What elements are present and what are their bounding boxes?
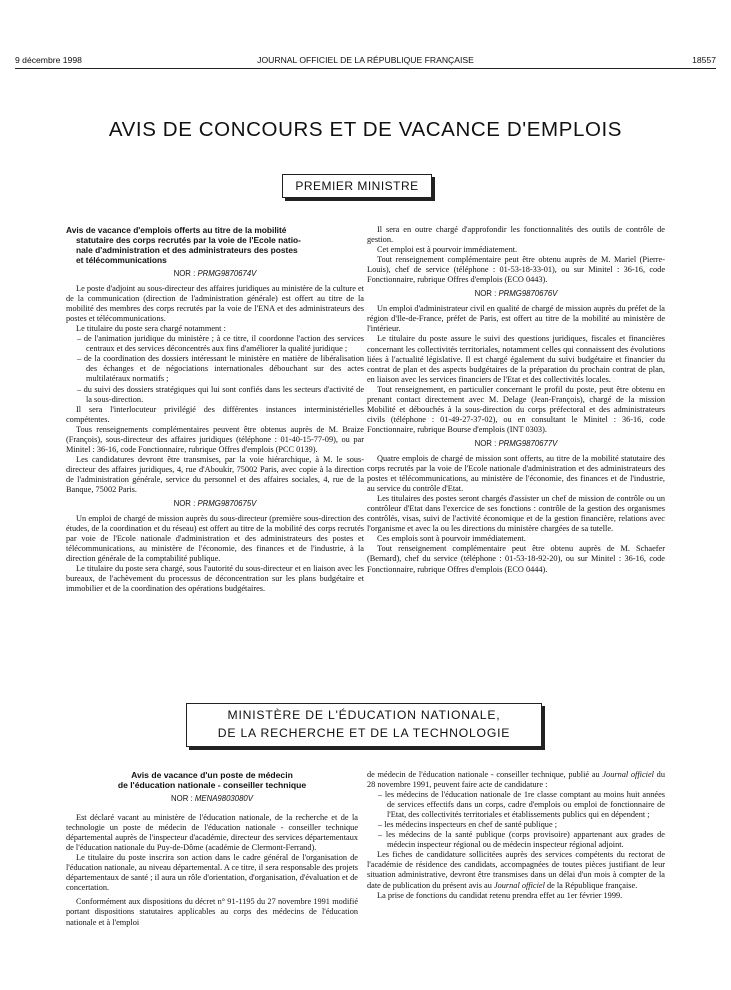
header-journal-title: JOURNAL OFFICIEL DE LA RÉPUBLIQUE FRANÇAISE — [257, 55, 474, 65]
paragraph: La prise de fonctions du candidat retenu prendra effet au 1er février 1999. — [377, 890, 623, 900]
paragraph — [367, 770, 665, 790]
paragraph: Tout renseignement complémentaire peut être obtenu auprès de M. Schaefer (Bernard), chef du service (téléphone : 01-53-18-92-20), ou sur Minitel : 36-16, code Fonctionnaire, rubrique Offres d'emplois (ECO 0444). — [367, 544, 665, 574]
text-run: du 28 novembre 1991, peuvent faire acte de candidature : — [367, 770, 665, 790]
nor-code: PRMG9870674V — [197, 269, 257, 278]
section-title-line: DE LA RECHERCHE ET DE LA TECHNOLOGIE — [217, 726, 511, 740]
paragraph: Tous renseignements complémentaires peuvent être obtenus auprès de M. Braize (François), sous-directeur des affaires juridiques (téléphone : 01-40-15-77-09), ou par Minitel : 36-16, code Fonctionnaire, rubrique Offres d'emplois (PCC 0139). — [66, 424, 364, 454]
paragraph: Ces emplois sont à pourvoir immédiatement. — [377, 534, 526, 544]
text-run: Les fiches de candidature sollicitées auprès des services compétents du rectorat de l'académie de résidence des candidats, accompagnées de toutes pièces justifiant de leur situation administrative, devront être transmises dans un délai d'un mois à compter de la date de publication du présent avis au — [367, 850, 665, 890]
paragraph: Cet emploi est à pourvoir immédiatement. — [377, 245, 518, 255]
page-title: AVIS DE CONCOURS ET DE VACANCE D'EMPLOIS — [108, 118, 623, 141]
list-item: – de l'animation juridique du ministère ; à ce titre, il coordonne l'action des services centraux et des services déconcentrés aux fins d'améliorer la qualité juridique ; — [77, 334, 364, 354]
paragraph: Un emploi de chargé de mission auprès du sous-directeur (première sous-direction des études, de la coordination et du réseau) est offert au titre de la mobilité des corps recrutés par voie de l'Ecole nationale d'administration et des administrateurs des postes et télécommunications, au ministère de l'économie, des finances et de l'industrie, à la direction générale de la comptabilité publique. — [66, 514, 364, 564]
journal-name: Journal officiel — [493, 880, 545, 890]
page-header — [15, 55, 716, 69]
nor-label: NOR : — [171, 794, 193, 803]
paragraph: Le titulaire du poste sera chargé notamment : — [76, 324, 226, 334]
article-title-line: de l'éducation nationale - conseiller technique — [117, 780, 307, 790]
section2-right-column — [367, 770, 665, 901]
paragraph: Les titulaires des postes seront chargés d'assister un chef de mission de contrôle ou un contrôleur d'Etat dans l'exercice de ses fonctions : contrôle de la gestion des organismes contrôlés, visas, suivi de l'activité économique et de la gestion financière, relations avec l'organisme et avec la ou les directions du ministère chargées de sa tutelle. — [367, 494, 665, 534]
section-title-premier-ministre: PREMIER MINISTRE — [282, 174, 432, 198]
nor-reference — [66, 269, 364, 279]
section-title-education-nationale — [186, 703, 542, 747]
journal-name: Journal officiel — [602, 770, 654, 779]
section1-left-column — [66, 225, 364, 594]
nor-reference — [367, 439, 665, 449]
section2-left-column — [66, 770, 358, 928]
article-title-line: Avis de vacance d'emplois offerts au titre de la mobilité — [66, 225, 287, 235]
paragraph: Le titulaire du poste assure le suivi des questions juridiques, fiscales et financières concernant les collectivités territoriales, notamment celles qui connaissent des évolutions liées à l'actualité législative. Il est chargé également du suivi budgétaire et financier du contrat de plan et des aspects budgétaires de la préparation du prochain contrat de plan, en liaison avec les services financiers de l'Etat et des collectivités locales. — [367, 334, 665, 384]
paragraph: Est déclaré vacant au ministère de l'éducation nationale, de la recherche et de la technologie un poste de médecin de l'éducation nationale - conseiller technique départemental auprès de l'inspecteur d'académie, directeur des services départementaux de l'éducation nationale du Puy-de-Dôme (académie de Clermont-Ferrand). — [66, 813, 358, 853]
paragraph: Tout renseignement complémentaire peut être obtenu auprès de M. Mariel (Pierre-Louis), chef de service (téléphone : 01-53-18-33-01), ou sur Minitel : 36-16, code Fonctionnaire, rubrique Offres d'emplois (ECO 0443). — [367, 255, 665, 285]
paragraph: Conformément aux dispositions du décret n° 91-1195 du 27 novembre 1991 modifié portant dispositions statutaires applicables au corps des médecins de l'éducation nationale et à l'emploi — [66, 897, 358, 927]
nor-code: MENA9803080V — [194, 794, 253, 803]
list-item: – les médecins inspecteurs en chef de santé publique ; — [378, 820, 558, 830]
paragraph: Un emploi d'administrateur civil en qualité de chargé de mission auprès du préfet de la région d'Ile-de-France, préfet de Paris, est offert au titre de la mobilité au ministère de l'intérieur. — [367, 304, 665, 334]
nor-reference — [367, 289, 665, 299]
list-item: – les médecins de la santé publique (corps provisoire) appartenant aux grades de médecin inspecteur régional ou de médecin inspecteur régional adjoint. — [378, 830, 665, 850]
article-title-line: Avis de vacance d'un poste de médecin — [131, 770, 293, 780]
list-item: – les médecins de l'éducation nationale de 1re classe comptant au moins huit années de services effectifs dans un corps, cadre d'emplois ou emploi de fonctionnaire de l'Etat, des collectivités territoriales et établissements publics qui en dépendent ; — [378, 790, 665, 820]
article-title-line: statutaire des corps recrutés par la voie de l'Ecole natio- — [76, 235, 301, 245]
paragraph: Le titulaire du poste inscrira son action dans le cadre général de l'organisation de l'éducation nationale, au niveau départemental. A ce titre, il sera responsable des projets départementaux de santé ; il aura un rôle d'orientation, d'organisation, d'évaluation et de concertation. — [66, 853, 358, 893]
text-run: de la République française. — [544, 880, 638, 890]
paragraph: Quatre emplois de chargé de mission sont offerts, au titre de la mobilité statutaire des corps recrutés par la voie de l'Ecole nationale d'administration et des administrateurs des postes et télécommunications, au ministère de l'économie, des finances et de l'industrie, au service du contrôle d'Etat. — [367, 453, 665, 494]
nor-code: PRMG9870677V — [498, 438, 558, 448]
nor-reference — [66, 794, 358, 804]
nor-label: NOR : — [173, 269, 196, 278]
paragraph: Le poste d'adjoint au sous-directeur des affaires juridiques au ministère de la culture et de la communication (direction de l'administration générale) est offert au titre de la mobilité des membres des corps recrutés par la voie de l'ENA et des administrateurs des postes et télécommunications. — [66, 284, 364, 324]
nor-label: NOR : — [474, 289, 497, 299]
article-title — [66, 225, 364, 265]
article-title-line: et télécommunications — [76, 255, 167, 265]
header-rule — [15, 68, 716, 69]
header-page-number: 18557 — [692, 55, 716, 65]
list-item: – de la coordination des dossiers intéressant le ministère en matière de libéralisation des échanges et de négociations internationales débouchant sur des actes multilatéraux normatifs ; — [77, 354, 364, 384]
text-run: de médecin de l'éducation nationale - conseiller technique, publié au — [367, 770, 603, 779]
paragraph: Tout renseignement, en particulier concernant le profil du poste, peut être obtenu en prenant contact directement avec M. Delage (Jean-François), chargé de la mission Mobilité et débouchés à la sous-direction du corps préfectoral et des administrateurs civils (téléphone : 01-49-27-37-02), ou en consultant le Minitel : 36-16, code Fonctionnaire, rubrique Bourse d'emplois (INT 0303). — [367, 384, 665, 434]
nor-code: PRMG9870676V — [498, 289, 558, 299]
article-title-line: nale d'administration et des administrateurs des postes — [76, 245, 298, 255]
paragraph: Les candidatures devront être transmises, par la voie hiérarchique, à M. le sous-directeur des affaires juridiques, 4, rue d'Aboukir, 75002 Paris, avec copie à la direction de l'administration générale, service du personnel et des affaires sociales, 4, rue de la Banque, 75002 Paris. — [66, 454, 364, 494]
paragraph — [367, 850, 665, 890]
nor-code: PRMG9870675V — [197, 499, 257, 509]
nor-label: NOR : — [173, 499, 196, 509]
nor-label: NOR : — [474, 438, 497, 448]
section1-right-column — [367, 225, 665, 575]
list-item: – du suivi des dossiers stratégiques qui lui sont confiés dans les secteurs d'activité de la sous-direction. — [77, 384, 364, 404]
section-title-line: MINISTÈRE DE L'ÉDUCATION NATIONALE, — [227, 708, 501, 722]
paragraph: Il sera l'interlocuteur privilégié des différentes instances interministérielles compétentes. — [66, 404, 364, 424]
nor-reference — [66, 499, 364, 509]
paragraph: Le titulaire du poste sera chargé, sous l'autorité du sous-directeur et en liaison avec les bureaux, de l'achèvement du processus de déconcentration sur les plans budgétaire et immobilier et de la coordination des opérations budgétaires. — [66, 564, 364, 594]
header-date: 9 décembre 1998 — [15, 55, 82, 65]
paragraph: Il sera en outre chargé d'approfondir les fonctionnalités des outils de contrôle de gestion. — [367, 225, 665, 245]
